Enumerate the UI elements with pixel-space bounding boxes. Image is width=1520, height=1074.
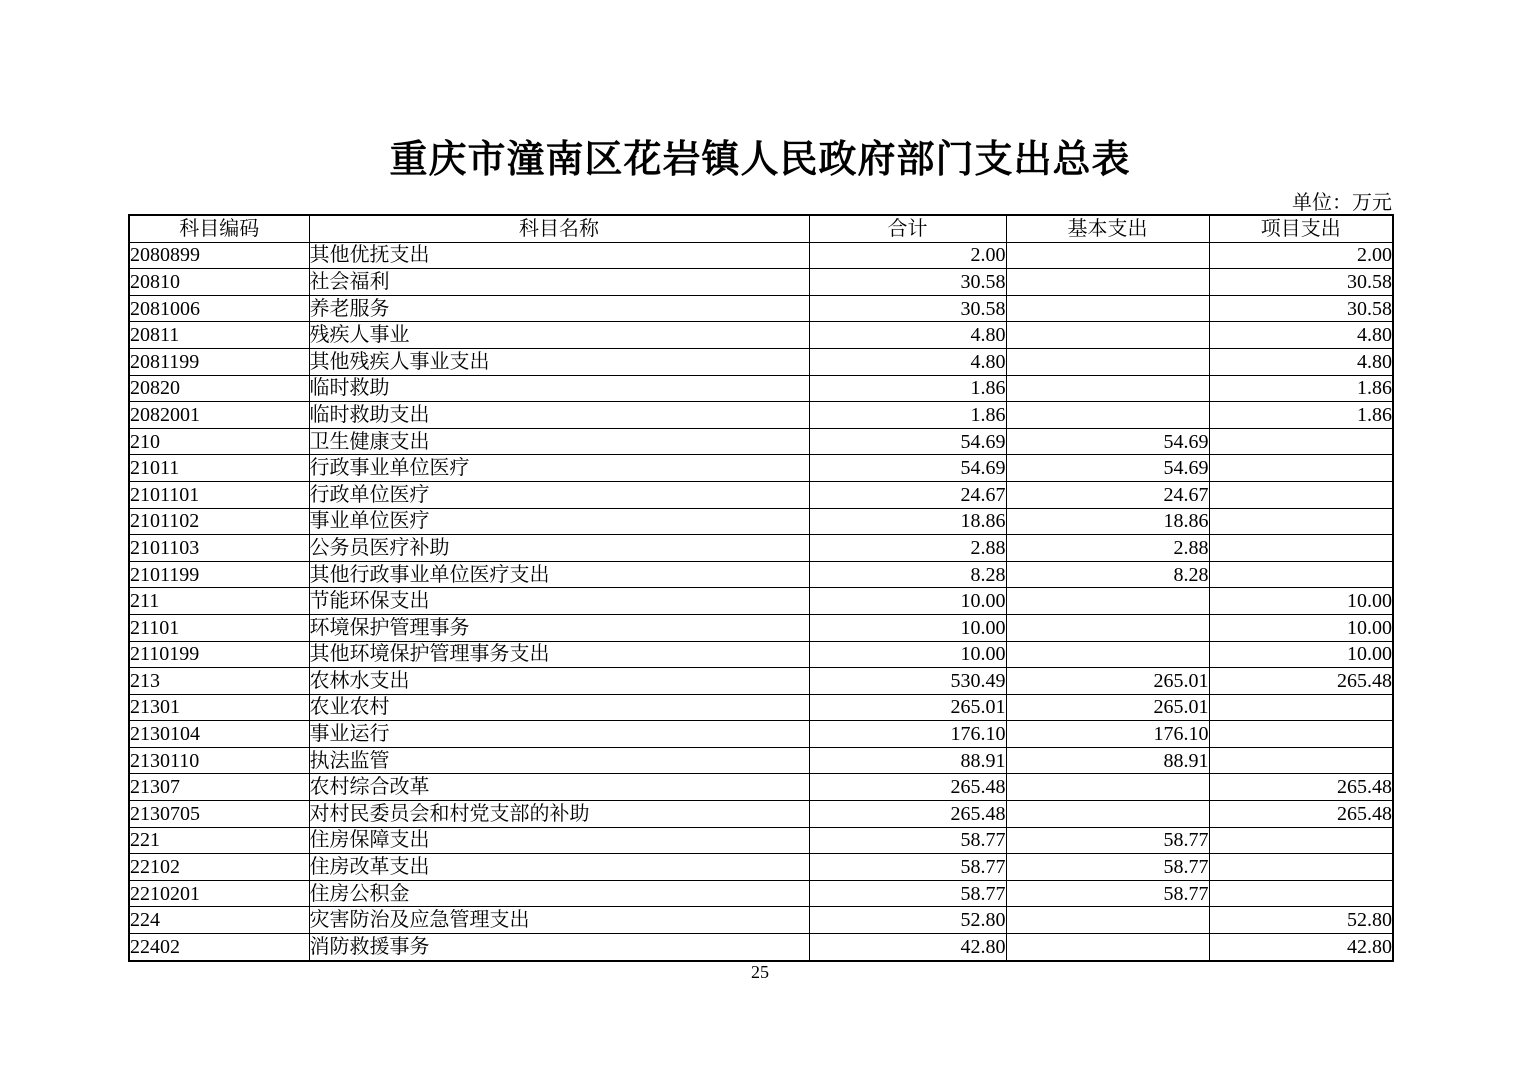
project-expenditure-cell [1209,428,1393,455]
total-amount-cell: 54.69 [809,455,1006,482]
unit-label: 单位：万元 [1292,192,1392,214]
subject-name-cell: 行政单位医疗 [309,481,809,508]
total-amount-cell: 88.91 [809,747,1006,774]
subject-code-cell: 20810 [129,269,309,296]
table-row [129,694,1393,721]
table-row [129,880,1393,907]
subject-name-cell: 灾害防治及应急管理支出 [309,907,809,934]
project-expenditure-cell: 42.80 [1209,934,1393,961]
table-row [129,827,1393,854]
subject-name-cell: 临时救助支出 [309,402,809,429]
subject-code-cell: 20811 [129,322,309,349]
subject-name-cell: 养老服务 [309,295,809,322]
subject-name-cell: 其他环境保护管理事务支出 [309,641,809,668]
subject-code-cell: 21307 [129,774,309,801]
basic-expenditure-cell: 54.69 [1006,455,1209,482]
basic-expenditure-cell: 58.77 [1006,880,1209,907]
project-expenditure-cell [1209,827,1393,854]
expenditure-summary-table [128,214,1394,962]
project-expenditure-cell: 1.86 [1209,402,1393,429]
total-amount-cell: 52.80 [809,907,1006,934]
project-expenditure-cell [1209,721,1393,748]
project-expenditure-cell [1209,694,1393,721]
basic-expenditure-cell: 265.01 [1006,694,1209,721]
total-amount-cell: 176.10 [809,721,1006,748]
table-row [129,801,1393,828]
subject-name-cell: 卫生健康支出 [309,428,809,455]
subject-code-cell: 211 [129,588,309,615]
table-row [129,934,1393,961]
project-expenditure-cell: 30.58 [1209,269,1393,296]
total-amount-cell: 58.77 [809,827,1006,854]
subject-name-cell: 行政事业单位医疗 [309,455,809,482]
basic-expenditure-cell [1006,348,1209,375]
project-expenditure-cell: 10.00 [1209,614,1393,641]
subject-name-cell: 社会福利 [309,269,809,296]
subject-code-cell: 2130104 [129,721,309,748]
table-row [129,508,1393,535]
subject-code-cell: 21301 [129,694,309,721]
subject-code-cell: 2130110 [129,747,309,774]
table-row [129,242,1393,269]
total-amount-cell: 24.67 [809,481,1006,508]
project-expenditure-cell: 52.80 [1209,907,1393,934]
subject-name-cell: 住房公积金 [309,880,809,907]
subject-code-cell: 2082001 [129,402,309,429]
table-row [129,668,1393,695]
table-row [129,535,1393,562]
project-expenditure-cell: 4.80 [1209,348,1393,375]
subject-code-cell: 213 [129,668,309,695]
subject-code-cell: 2081006 [129,295,309,322]
subject-name-cell: 残疾人事业 [309,322,809,349]
project-expenditure-cell [1209,508,1393,535]
project-expenditure-cell: 2.00 [1209,242,1393,269]
project-expenditure-cell [1209,747,1393,774]
total-amount-cell: 58.77 [809,854,1006,881]
subject-code-cell: 2130705 [129,801,309,828]
subject-name-cell: 农林水支出 [309,668,809,695]
basic-expenditure-cell [1006,801,1209,828]
total-amount-cell: 18.86 [809,508,1006,535]
total-amount-cell: 2.00 [809,242,1006,269]
project-expenditure-cell [1209,561,1393,588]
project-expenditure-cell: 10.00 [1209,588,1393,615]
basic-expenditure-cell [1006,641,1209,668]
basic-expenditure-cell: 8.28 [1006,561,1209,588]
total-amount-cell: 10.00 [809,614,1006,641]
project-expenditure-cell: 265.48 [1209,668,1393,695]
table-row [129,295,1393,322]
basic-expenditure-cell [1006,934,1209,961]
table-header-row [129,215,1393,242]
basic-expenditure-cell [1006,774,1209,801]
subject-code-cell: 20820 [129,375,309,402]
project-expenditure-cell: 10.00 [1209,641,1393,668]
total-amount-cell: 30.58 [809,295,1006,322]
table-row [129,269,1393,296]
total-amount-cell: 265.01 [809,694,1006,721]
total-amount-cell: 30.58 [809,269,1006,296]
table-row [129,348,1393,375]
subject-name-cell: 住房保障支出 [309,827,809,854]
total-amount-cell: 1.86 [809,402,1006,429]
subject-name-cell: 其他行政事业单位医疗支出 [309,561,809,588]
column-header-project-expenditure: 项目支出 [1209,215,1393,242]
total-amount-cell: 42.80 [809,934,1006,961]
basic-expenditure-cell [1006,402,1209,429]
basic-expenditure-cell [1006,295,1209,322]
table-row [129,428,1393,455]
table-row [129,322,1393,349]
total-amount-cell: 8.28 [809,561,1006,588]
basic-expenditure-cell: 24.67 [1006,481,1209,508]
project-expenditure-cell: 265.48 [1209,801,1393,828]
subject-name-cell: 其他优抚支出 [309,242,809,269]
basic-expenditure-cell [1006,322,1209,349]
project-expenditure-cell: 30.58 [1209,295,1393,322]
subject-name-cell: 环境保护管理事务 [309,614,809,641]
table-row [129,614,1393,641]
subject-name-cell: 执法监管 [309,747,809,774]
table-row [129,455,1393,482]
table-row [129,774,1393,801]
basic-expenditure-cell: 2.88 [1006,535,1209,562]
table-row [129,588,1393,615]
total-amount-cell: 4.80 [809,322,1006,349]
basic-expenditure-cell [1006,269,1209,296]
project-expenditure-cell [1209,880,1393,907]
total-amount-cell: 10.00 [809,588,1006,615]
table-row [129,721,1393,748]
subject-code-cell: 210 [129,428,309,455]
subject-code-cell: 224 [129,907,309,934]
basic-expenditure-cell [1006,242,1209,269]
column-header-basic-expenditure: 基本支出 [1006,215,1209,242]
subject-name-cell: 事业运行 [309,721,809,748]
total-amount-cell: 1.86 [809,375,1006,402]
subject-name-cell: 事业单位医疗 [309,508,809,535]
project-expenditure-cell [1209,481,1393,508]
subject-code-cell: 2081199 [129,348,309,375]
basic-expenditure-cell: 54.69 [1006,428,1209,455]
subject-name-cell: 农村综合改革 [309,774,809,801]
basic-expenditure-cell [1006,614,1209,641]
basic-expenditure-cell [1006,588,1209,615]
subject-code-cell: 2110199 [129,641,309,668]
table-row [129,854,1393,881]
subject-name-cell: 其他残疾人事业支出 [309,348,809,375]
column-header-total: 合计 [809,215,1006,242]
table-row [129,375,1393,402]
subject-name-cell: 消防救援事务 [309,934,809,961]
basic-expenditure-cell: 58.77 [1006,827,1209,854]
subject-code-cell: 21101 [129,614,309,641]
total-amount-cell: 530.49 [809,668,1006,695]
basic-expenditure-cell: 58.77 [1006,854,1209,881]
subject-code-cell: 2101103 [129,535,309,562]
project-expenditure-cell: 1.86 [1209,375,1393,402]
table-row [129,747,1393,774]
subject-name-cell: 节能环保支出 [309,588,809,615]
project-expenditure-cell: 265.48 [1209,774,1393,801]
basic-expenditure-cell [1006,907,1209,934]
subject-code-cell: 22102 [129,854,309,881]
total-amount-cell: 4.80 [809,348,1006,375]
project-expenditure-cell: 4.80 [1209,322,1393,349]
subject-code-cell: 2080899 [129,242,309,269]
table-row [129,907,1393,934]
total-amount-cell: 265.48 [809,801,1006,828]
subject-name-cell: 临时救助 [309,375,809,402]
basic-expenditure-cell: 176.10 [1006,721,1209,748]
project-expenditure-cell [1209,854,1393,881]
total-amount-cell: 2.88 [809,535,1006,562]
subject-code-cell: 21011 [129,455,309,482]
subject-code-cell: 2101102 [129,508,309,535]
table-body [129,242,1393,961]
total-amount-cell: 58.77 [809,880,1006,907]
subject-name-cell: 对村民委员会和村党支部的补助 [309,801,809,828]
page-title: 重庆市潼南区花岩镇人民政府部门支出总表 [389,139,1131,181]
subject-name-cell: 住房改革支出 [309,854,809,881]
project-expenditure-cell [1209,535,1393,562]
subject-name-cell: 农业农村 [309,694,809,721]
subject-code-cell: 2210201 [129,880,309,907]
subject-code-cell: 221 [129,827,309,854]
table-row [129,402,1393,429]
column-header-subject-code: 科目编码 [129,215,309,242]
basic-expenditure-cell [1006,375,1209,402]
subject-code-cell: 22402 [129,934,309,961]
table-row [129,481,1393,508]
basic-expenditure-cell: 18.86 [1006,508,1209,535]
basic-expenditure-cell: 88.91 [1006,747,1209,774]
column-header-subject-name: 科目名称 [309,215,809,242]
subject-code-cell: 2101101 [129,481,309,508]
total-amount-cell: 10.00 [809,641,1006,668]
project-expenditure-cell [1209,455,1393,482]
table-row [129,641,1393,668]
page-number: 25 [751,962,769,982]
total-amount-cell: 54.69 [809,428,1006,455]
subject-name-cell: 公务员医疗补助 [309,535,809,562]
table-row [129,561,1393,588]
subject-code-cell: 2101199 [129,561,309,588]
basic-expenditure-cell: 265.01 [1006,668,1209,695]
total-amount-cell: 265.48 [809,774,1006,801]
